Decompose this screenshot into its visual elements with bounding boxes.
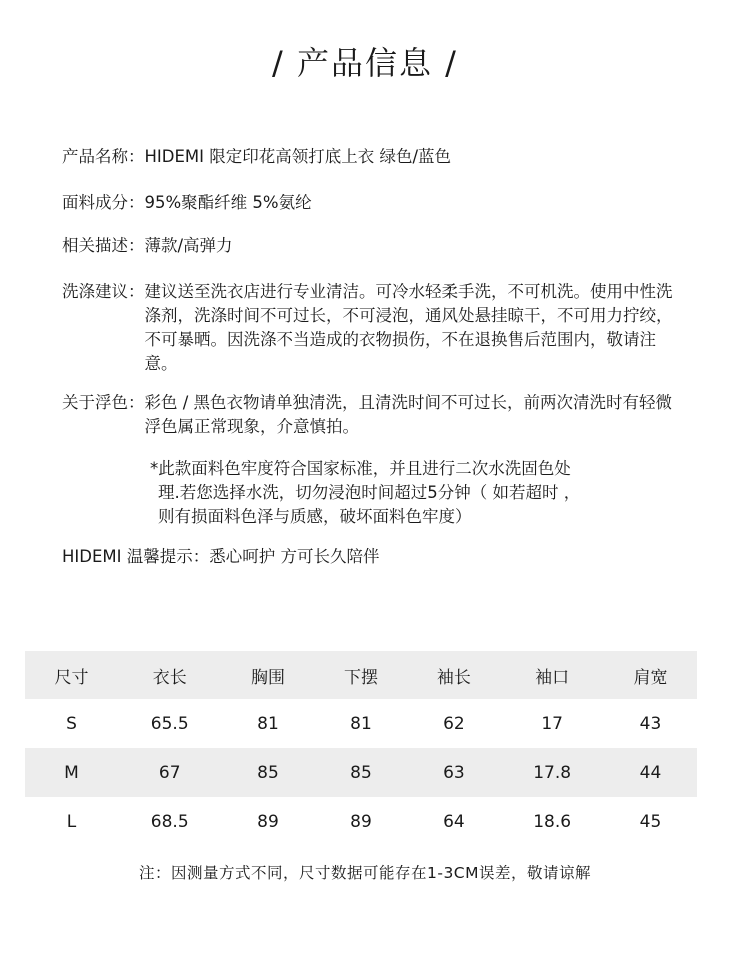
header-shoulder: 肩宽 [633,667,668,688]
header-length: 衣长 [152,667,187,688]
fabric-label: 面料成分： [62,193,145,212]
table-cell: 43 [639,713,662,734]
table-row [25,699,697,748]
table-cell: 81 [350,713,372,734]
floating-color-label: 关于浮色： [62,393,145,412]
page-title: / 产品信息 / [272,44,458,82]
header-chest: 胸围 [250,667,285,688]
washing-advice-row [62,280,682,376]
note-line-3: 则有损面料色泽与质感，破坏面料色牢度） [158,507,472,526]
description-row [62,234,233,258]
product-name-label: 产品名称： [62,147,145,166]
table-cell: S [66,713,77,734]
washing-advice-value: 建议送至洗衣店进行专业清洁。可冷水轻柔手洗，不可机洗。使用中性洗涤剂，洗涤时间不可过长，不可浸泡，通风处悬挂晾干，不可用力拧绞，不可暴晒。因洗涤不当造成的衣物损伤，不在退换售后范围内，敬请注意。 [144,282,673,373]
header-cuff: 袖口 [535,667,570,688]
table-cell: 44 [639,762,662,783]
table-cell: 67 [158,762,181,783]
care-tip: HIDEMI 温馨提示：悉心呵护 方可长久陪伴 [62,547,380,566]
table-cell: 18.6 [533,811,572,832]
note-line-1: *此款面料色牢度符合国家标准，并且进行二次水洗固色处 [150,459,571,478]
table-cell: 68.5 [150,811,189,832]
floating-color-value: 彩色 / 黑色衣物请单独清洗，且清洗时间不可过长，前两次清洗时有轻微浮色属正常现象，介意慎拍。 [144,393,673,436]
product-name-value: HIDEMI 限定印花高领打底上衣 绿色/蓝色 [144,147,452,166]
table-cell: 89 [350,811,372,832]
table-cell: 45 [639,811,662,832]
header-size: 尺寸 [54,667,89,688]
table-row [25,797,697,846]
fabric-row [62,191,312,215]
header-sleeve-length: 袖长 [436,667,471,688]
table-cell: 65.5 [150,713,189,734]
table-cell: 17 [541,713,563,734]
color-fastness-note [150,457,690,529]
table-cell: 17.8 [533,762,572,783]
fabric-value: 95%聚酯纤维 5%氨纶 [144,193,312,212]
floating-color-row [62,391,682,439]
table-cell: 81 [257,713,279,734]
table-cell: 63 [443,762,465,783]
description-value: 薄款/高弹力 [144,236,233,255]
table-cell: L [66,811,77,832]
table-cell: 85 [350,762,372,783]
size-table [25,651,697,846]
header-hem: 下摆 [343,667,378,688]
table-row [25,748,697,797]
table-cell: 89 [257,811,279,832]
table-cell: M [64,762,79,783]
table-cell: 85 [257,762,279,783]
note-line-2: 理.若您选择水洗，切勿浸泡时间超过5分钟（ 如若超时 ， [158,483,581,502]
table-header-row [25,651,697,699]
washing-advice-label: 洗涤建议： [62,282,145,301]
table-cell: 64 [443,811,465,832]
table-cell: 62 [443,713,465,734]
product-name-row [62,145,451,169]
description-label: 相关描述： [62,236,145,255]
measurement-footnote: 注：因测量方式不同，尺寸数据可能存在1-3CM误差，敬请谅解 [138,864,591,882]
